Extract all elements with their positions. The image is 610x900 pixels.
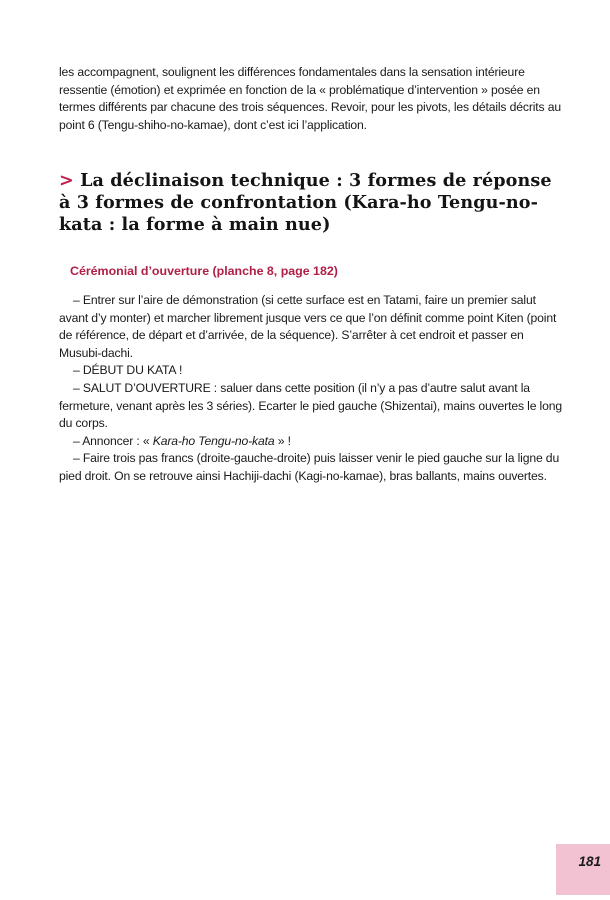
page-number: 181 [578, 854, 601, 869]
paragraph-salut: – SALUT D’OUVERTURE : saluer dans cette position (il n’y a pas d’autre salut avant la fermeture, venant après les 3 séries). Ecarter le pied gauche (Shizentai), mains ouvertes le long du corps. [59, 380, 563, 431]
paragraph-debut: – DÉBUT DU KATA ! [73, 363, 183, 378]
page-number-tab [556, 844, 610, 895]
intro-paragraph: les accompagnent, soulignent les différences fondamentales dans la sensation intérieure ressentie (émotion) et exprimée en fonction de la « problématique d’intervention » posée en termes différents par chacune des trois séquences. Revoir, pour les pivots, les détails décrits au point 6 (Tengu-shiho-no-kamae), dont c’est ici l’application. [59, 65, 561, 132]
paragraph-announce [59, 433, 565, 451]
section-heading [59, 170, 569, 236]
kata-name: Kara-ho Tengu-no-kata [152, 433, 275, 448]
announce-prefix: – Annoncer : « [73, 433, 150, 448]
announce-suffix: » ! [277, 433, 291, 448]
subsection-heading: Cérémonial d’ouverture (planche 8, page 182) [70, 264, 338, 278]
paragraph-steps: – Faire trois pas francs (droite-gauche-droite) puis laisser venir le pied gauche sur la ligne du pied droit. On se retrouve ainsi Hachiji-dachi (Kagi-no-kamae), bras ballants, mains ouvertes. [59, 451, 560, 483]
content-text-block [59, 292, 565, 486]
intro-text-block [59, 64, 565, 134]
heading-text: La déclinaison technique : 3 formes de réponse à 3 formes de confrontation (Kara-ho Tengu-no-kata : la forme à main nue) [59, 170, 552, 235]
heading-marker: > [59, 171, 74, 191]
paragraph-enter: – Entrer sur l’aire de démonstration (si cette surface est en Tatami, faire un premier salut avant d’y monter) et marcher librement jusque vers ce que l’on définit comme point Kiten (point de référence, de départ et d’arrivée, de la séquence). S’arrêter à cet endroit et passer en Musubi-dachi. [59, 293, 557, 360]
